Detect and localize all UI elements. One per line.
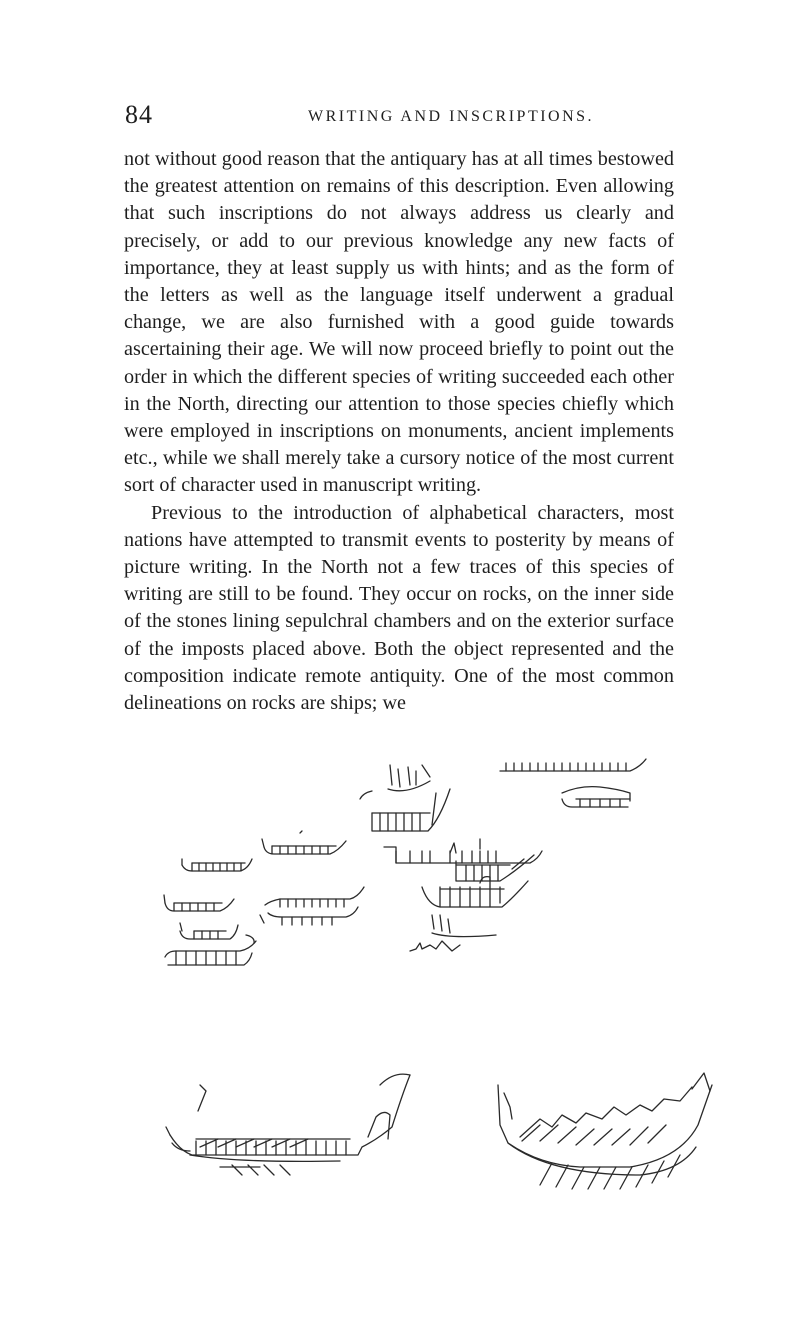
ship-figure-9	[500, 759, 646, 771]
ship-carvings-illustration	[160, 755, 720, 1235]
ship-figure-4	[180, 923, 238, 939]
page-number: 84	[125, 100, 153, 129]
ship-figure-8	[384, 839, 542, 863]
ship-figure-2	[262, 831, 346, 854]
ship-figure-15	[498, 1073, 712, 1189]
ship-figure-7	[360, 765, 450, 831]
ship-figure-10	[562, 787, 630, 807]
paragraph-2: Previous to the introduction of alphabetical characters, most nations have attempted to transmit events to posterity by means of picture writing. In the North not a few traces of this species of writing are still to be found. They occur on rocks, on the inner side of the stones lining sepulchral chambers and on the exterior surface of the imposts placed above. Both the object represented and the composition indicate remote antiquity. One of the most common delineations on rocks are ships; we	[124, 501, 674, 715]
body-text	[124, 146, 674, 717]
ship-figure-3	[164, 895, 234, 911]
ship-figure-14	[166, 1074, 410, 1175]
paragraph-1: not without good reason that the antiquary has at all times bestowed the greatest attention on remains of this description. Even allowing that such inscriptions do not always address us clearly and precisely, or add to our previous knowledge any new facts of importance, they at least supply us with hints; and as the form of the letters as well as the language itself underwent a gradual change, we are also furnished with a good guide towards ascertaining their age. We will now proceed briefly to point out the order in which the different species of writing succeeded each other in the North, directing our attention to those species chiefly which were employed in inscriptions on monuments, ancient implements etc., while we shall merely take a cursory notice of the most current sort of character used in manuscript writing.	[124, 148, 674, 497]
ship-figure-13	[410, 915, 496, 951]
ship-figure-5	[260, 887, 364, 925]
ship-carvings-figure	[160, 755, 720, 1235]
ship-figure-1	[182, 859, 252, 871]
running-title: WRITING AND INSCRIPTIONS.	[308, 108, 595, 125]
